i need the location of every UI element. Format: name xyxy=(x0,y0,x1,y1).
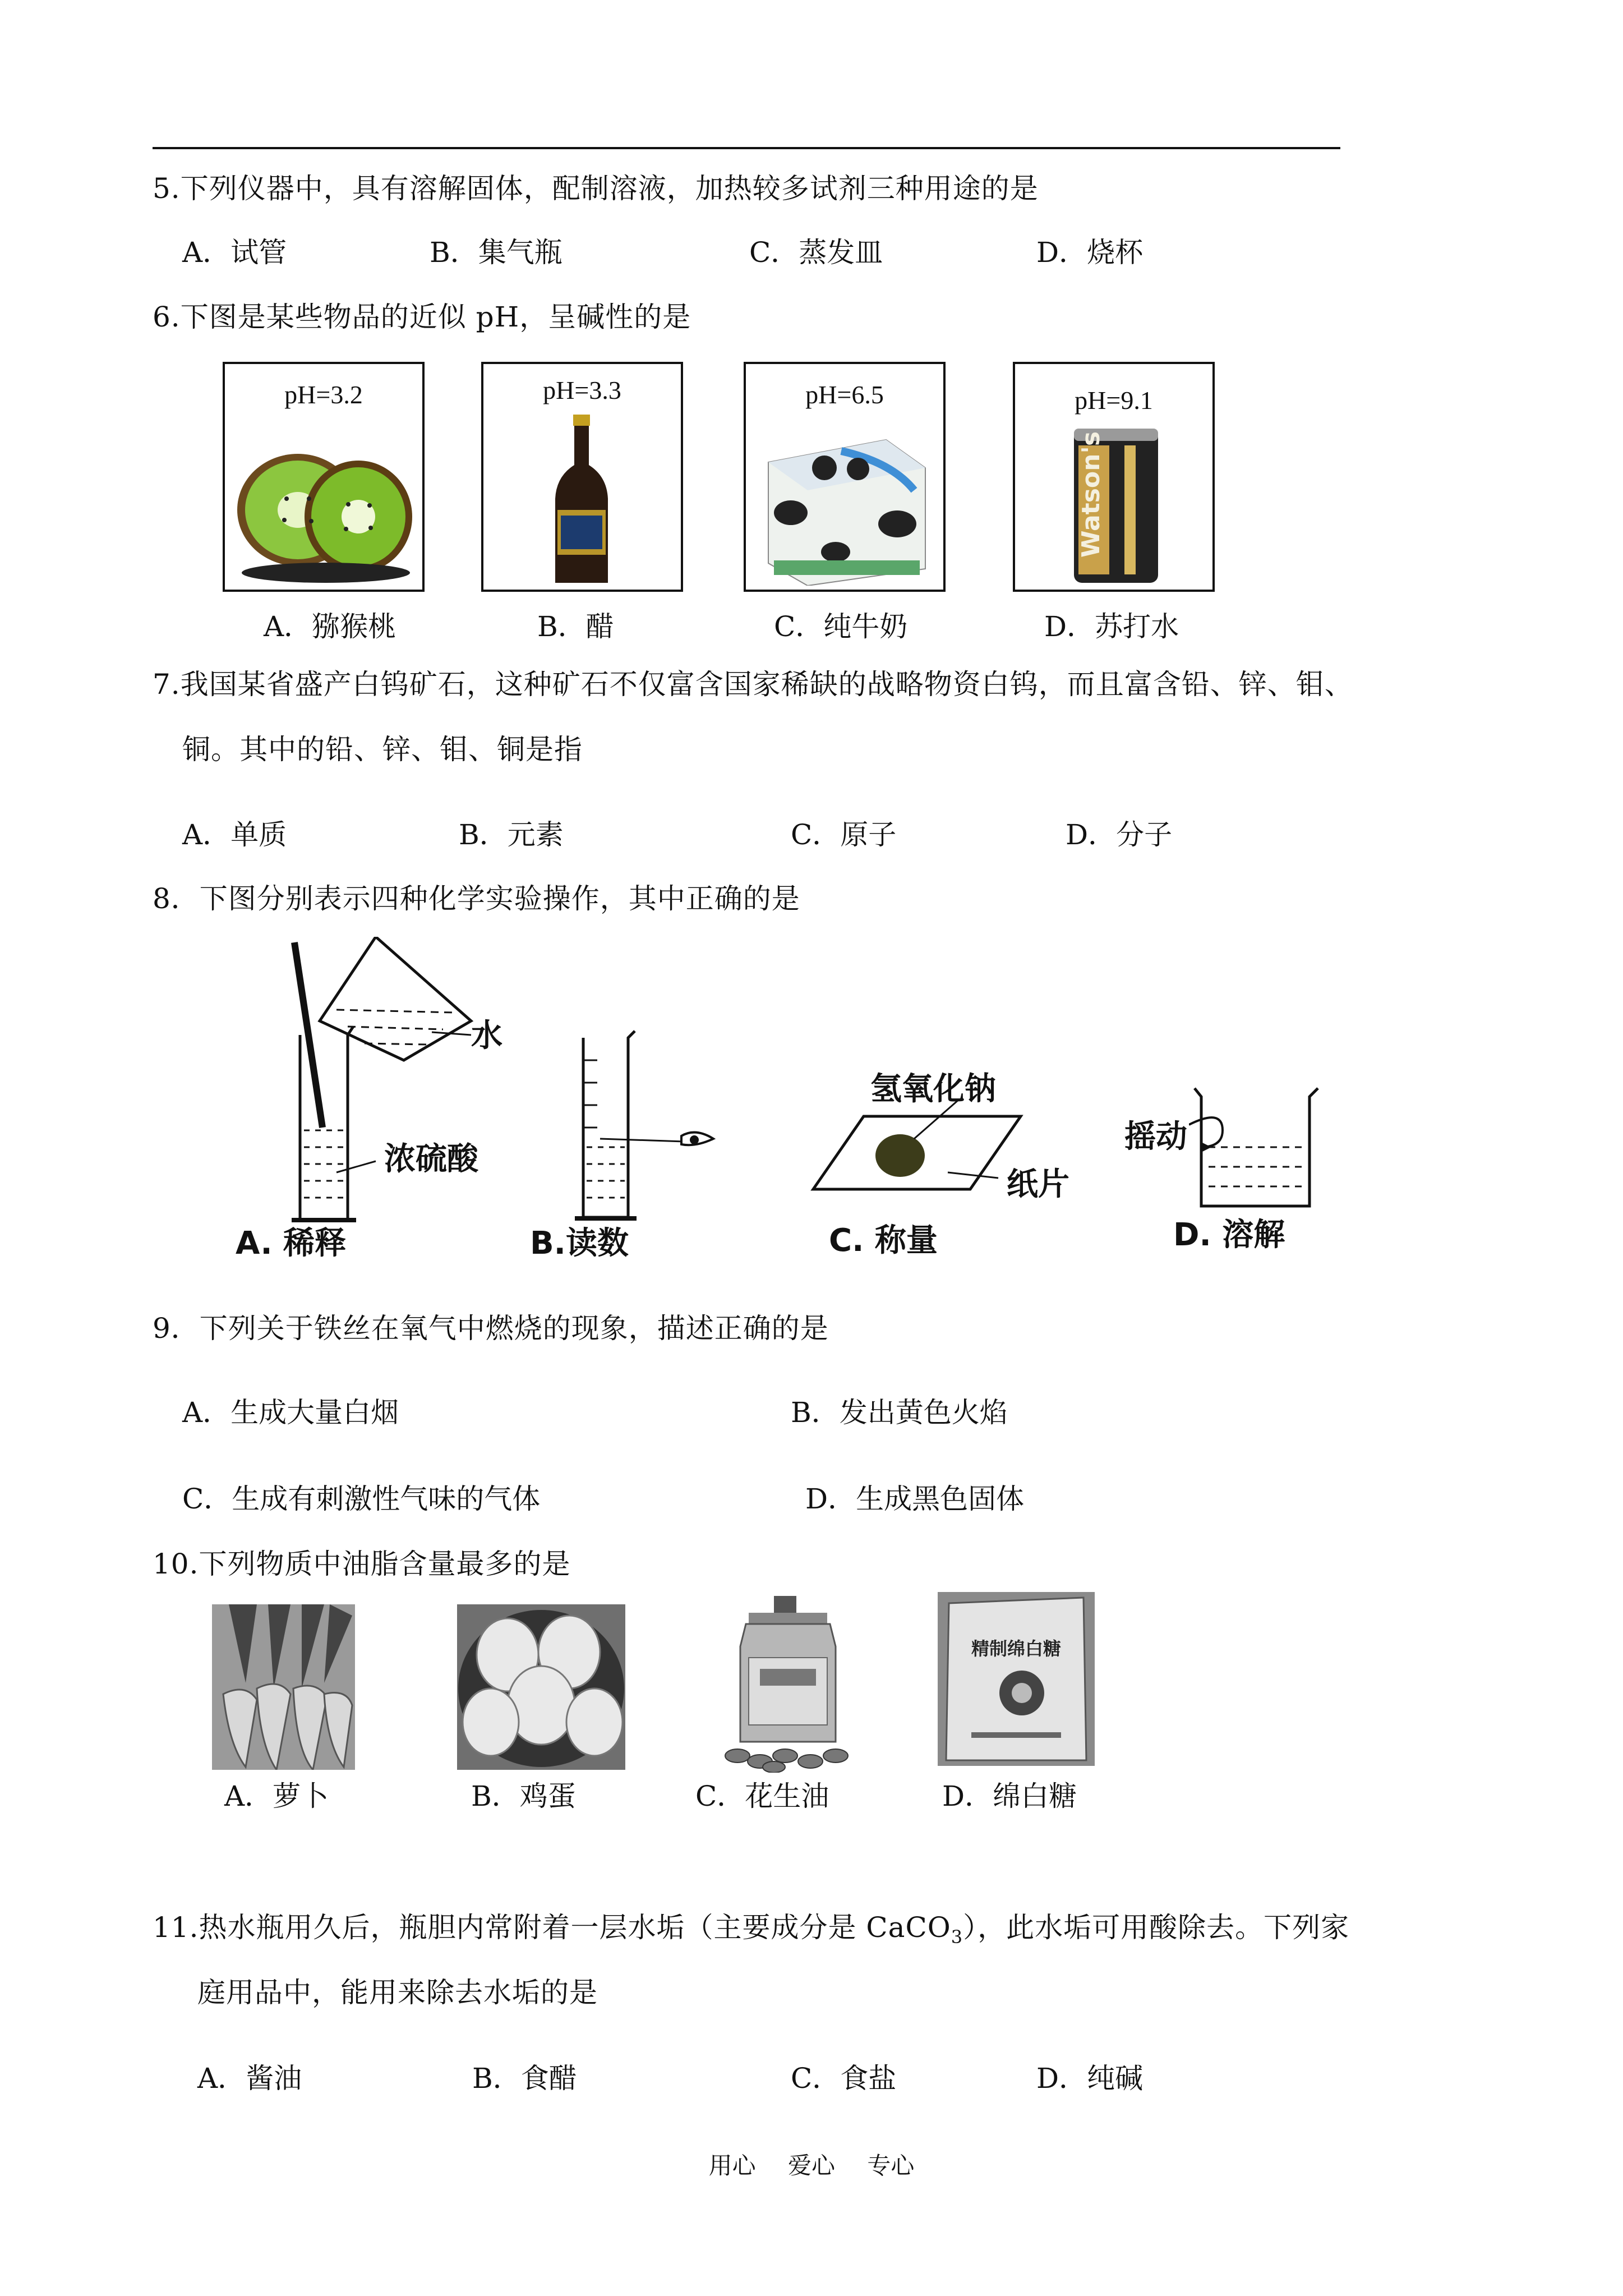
q6-label-c: C．纯牛奶 xyxy=(774,610,908,643)
radish-icon xyxy=(212,1604,355,1770)
sugar-bag-text: 精制绵白糖 xyxy=(971,1638,1062,1659)
q10-label-b: B．鸡蛋 xyxy=(471,1780,576,1812)
page-footer xyxy=(0,2147,1623,2181)
q11-option-a: A．酱油 xyxy=(197,2062,302,2095)
ph-value: pH=9.1 xyxy=(1075,386,1153,415)
option-b-read-label: B.读数 xyxy=(530,1225,629,1262)
weighing-diagram xyxy=(808,1099,1032,1212)
q11-stem-line1 xyxy=(153,1911,1349,1954)
water-label: 水 xyxy=(471,1018,502,1054)
q11-stem-sub: 3 xyxy=(951,1926,963,1948)
q7-option-c: C．原子 xyxy=(791,818,897,851)
ph-box-soda xyxy=(1013,362,1215,592)
naoh-label: 氢氧化钠 xyxy=(870,1071,996,1107)
q11-stem-post: ），此水垢可用酸除去。下列家 xyxy=(963,1911,1350,1944)
ph-box-milk xyxy=(744,362,946,592)
footer-word: 爱心 xyxy=(787,2152,835,2179)
q11-stem-line2: 庭用品中，能用来除去水垢的是 xyxy=(197,1976,598,2009)
q11-option-c: C．食盐 xyxy=(791,2062,897,2095)
paper-label: 纸片 xyxy=(1007,1166,1069,1203)
q5-option-d: D．烧杯 xyxy=(1036,236,1144,269)
milk-carton-icon xyxy=(757,429,937,586)
shake-label: 摇动 xyxy=(1124,1119,1187,1155)
reading-diagram xyxy=(566,1027,723,1228)
ph-value: pH=3.2 xyxy=(284,380,363,409)
ph-box-kiwi xyxy=(223,362,425,592)
dissolving-diagram xyxy=(1189,1085,1324,1214)
q5-option-a: A．试管 xyxy=(182,236,287,269)
q9-option-c: C．生成有刺激性气味的气体 xyxy=(182,1483,541,1515)
can-brand-text: Watson's xyxy=(1077,431,1105,558)
q7-option-a: A．单质 xyxy=(182,818,287,851)
q7-option-b: B．元素 xyxy=(459,818,564,851)
footer-word: 用心 xyxy=(708,2152,756,2179)
q10-stem: 10.下列物质中油脂含量最多的是 xyxy=(153,1548,571,1580)
q11-option-b: B．食醋 xyxy=(472,2062,577,2095)
q6-label-a: A．猕猴桃 xyxy=(264,610,396,643)
vinegar-bottle-icon xyxy=(545,415,618,583)
header-rule xyxy=(153,147,1340,149)
option-a-dilute-label: A. 稀释 xyxy=(236,1225,347,1262)
footer-word: 专心 xyxy=(867,2152,915,2179)
q5-stem: 5.下列仪器中，具有溶解固体，配制溶液，加热较多试剂三种用途的是 xyxy=(153,172,1039,205)
peanut-oil-icon xyxy=(721,1596,855,1773)
ph-value: pH=6.5 xyxy=(805,380,884,409)
ph-value: pH=3.3 xyxy=(543,376,621,404)
q10-label-c: C．花生油 xyxy=(695,1780,829,1812)
q9-option-b: B．发出黄色火焰 xyxy=(791,1396,1008,1429)
q9-option-d: D．生成黑色固体 xyxy=(805,1483,1025,1515)
q11-option-d: D．纯碱 xyxy=(1036,2062,1144,2095)
q5-option-b: B．集气瓶 xyxy=(430,236,562,269)
q10-label-a: A．萝卜 xyxy=(224,1780,329,1812)
sugar-bag-icon xyxy=(938,1592,1095,1766)
soda-can-icon xyxy=(1068,423,1164,586)
q10-label-d: D．绵白糖 xyxy=(942,1780,1077,1812)
q6-label-d: D．苏打水 xyxy=(1044,610,1179,643)
q7-stem-line1: 7.我国某省盛产白钨矿石，这种矿石不仅富含国家稀缺的战略物资白钨，而且富含铅、锌、钼、 xyxy=(153,668,1353,701)
q9-option-a: A．生成大量白烟 xyxy=(182,1396,399,1429)
option-c-weigh-label: C. 称量 xyxy=(829,1222,938,1259)
q6-stem: 6.下图是某些物品的近似 pH，呈碱性的是 xyxy=(153,301,691,333)
kiwi-icon xyxy=(230,426,416,583)
conc-acid-label: 浓硫酸 xyxy=(384,1141,478,1177)
option-d-dissolve-label: D. 溶解 xyxy=(1173,1217,1285,1253)
q11-stem-pre: 11.热水瓶用久后，瓶胆内常附着一层水垢（主要成分是 CaCO xyxy=(153,1911,951,1944)
q7-stem-line2: 铜。其中的铅、锌、钼、铜是指 xyxy=(182,733,583,766)
q9-stem: 9．下列关于铁丝在氧气中燃烧的现象，描述正确的是 xyxy=(153,1312,829,1345)
eggs-icon xyxy=(457,1604,625,1770)
ph-box-vinegar xyxy=(481,362,683,592)
q8-stem: 8．下图分别表示四种化学实验操作，其中正确的是 xyxy=(153,882,800,915)
q5-option-c: C．蒸发皿 xyxy=(749,236,883,269)
q6-label-b: B．醋 xyxy=(537,610,614,643)
q7-option-d: D．分子 xyxy=(1066,818,1173,851)
dilution-diagram xyxy=(269,937,505,1228)
